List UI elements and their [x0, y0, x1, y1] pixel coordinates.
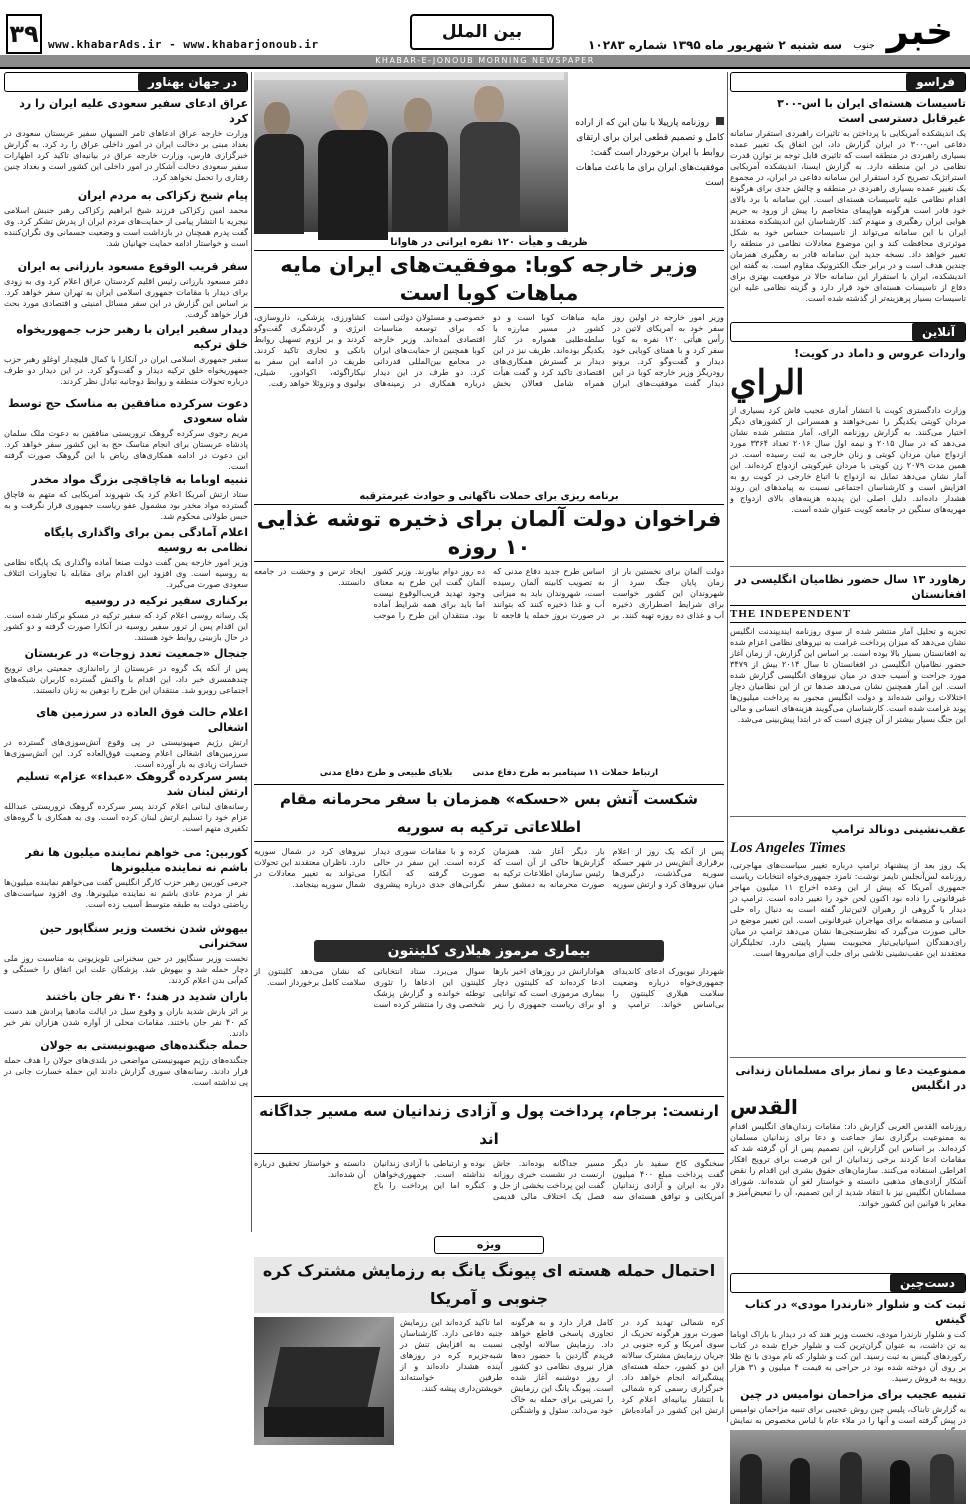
- brief-headline[interactable]: عراق ادعای سفیر سعودی علیه ایران را رد کرد: [19, 97, 248, 125]
- article-body: سخنگوی کاخ سفید بار دیگر گفت پرداخت مبلغ ۴۰۰ میلیون دلار به ایران و آزادی زندانیان آمریکایی و توافق هسته‌ای سه مسیر جداگانه بوده‌اند. جاش ارنست در نشست خبری روزانه گفت این پرداخت بخشی از حل و فصل یک اختلاف مالی قدیمی بوده و ارتباطی با آزادی زندانیان نداشته است. جمهوری‌خواهان کنگره اما این پرداخت را باج دانسته و خواستار تحقیق درباره آن شده‌اند.: [254, 1158, 724, 1201]
- special-photo: [254, 1317, 394, 1445]
- article-body-wrap: [254, 566, 724, 766]
- brief-headline[interactable]: برکناری سفیر ترکیه در روسیه: [84, 594, 248, 607]
- brief-body: پس از آنکه یک گروه در عربستان از راه‌اندازی جمعیتی برای ترویج چندهمسری خبر داد، این اقدام با واکنش گسترده کاربران شبکه‌های اجتماعی روبرو شد. منتقدان این طرح را توهین به زنان دانستند.: [4, 663, 248, 695]
- masthead-rule: [0, 67, 970, 69]
- article-body: کت و شلوار نارندرا مودی، نخست وزیر هند که در دیدار با باراک اوباما به تن داشت، به عنوان گران‌ترین کت و شلوار حراج شده در کتاب رکوردهای گینس به ثبت رسید. این کت و شلوار که نام مودی با نخ طلا بر روی آن دوخته شده بود در حراجی به قیمت ۴ میلیون و ۳۱ هزار روپیه به فروش رسید.: [730, 1329, 966, 1383]
- headline[interactable]: ارنست: برجام، پرداخت پول و آزادی زندانیان سه مسیر جداگانه اند: [254, 1096, 724, 1154]
- section-header-dastchin: [730, 1273, 966, 1293]
- article-body: یک روز بعد از پیشنهاد ترامپ درباره تغییر سیاست‌های مهاجرتی، روزنامه لس‌آنجلس تایمز نوشت: نامزد جمهوری‌خواه انتخابات ریاست جمهوری آمریکا که پیش از این وعده اخراج ۱۱ میلیون مهاجر غیرقانونی را داده بود اکنون لحن خود را تغییر داده است. ترامپ در دیدار با گروهی از رهبران لاتین‌تبار گفته است به دنبال راه حلی انسانی و منصفانه برای مهاجران غیرقانونی است. این تغییر موضع در حالی صورت می‌گیرد که نظرسنجی‌ها نشان می‌دهد ترامپ در میان رای‌دهندگان اسپانیایی‌تبار محبوبیت بسیار پایینی دارد. تحلیلگران معتقدند این عقب‌نشینی تلاشی برای جلب آرای میانه‌روها است.: [730, 860, 966, 958]
- brief-headline[interactable]: بیهوش شدن نخست وزیر سنگاپور حین سخنرانی: [39, 922, 248, 950]
- independent-logo: THE INDEPENDENT: [730, 605, 966, 623]
- subhead: ارتباط حملات ۱۱ سپتامبر به طرح دفاع مدنی: [472, 768, 659, 778]
- brief-headline[interactable]: دیدار سفیر ایران با رهبر حزب جمهوریخواه خلق ترکیه: [16, 323, 248, 351]
- article-body: وزارت دادگستری کویت با انتشار آماری عجیب فاش کرد بسیاری از مردان کویتی یکدیگر را نمی‌خواهند و همسرانی از کشورهای دیگر اختیار می‌کنند. به گزارش روزنامه الرای، آمار منتشر شده نشان می‌دهد که در سال ۲۰۱۵ و نیمه اول سال ۲۰۱۶ تعداد ۳۳۶۴ مورد ازدواج میان مردان کویتی و زنان خارجی به ثبت رسیده است. در همین مدت ۲۰۷۹ زن کویتی با مردان غیرکویتی ازدواج کرده‌اند. این آمار نشان می‌دهد تمایل به ازدواج با اتباع خارجی در کویت رو به افزایش است و کارشناسان اجتماعی نسبت به پیامدهای این روند هشدار داده‌اند. دلیل اصلی این پدیده هزینه‌های بالای ازدواج و مهریه‌های سنگین در جامعه کویت عنوان شده است.: [730, 405, 966, 514]
- headline[interactable]: ممنوعیت دعا و نماز برای مسلمانان زندانی در انگلیس: [735, 1064, 966, 1092]
- brief-body: جرمی کوربین رهبر حزب کارگر انگلیس گفت می‌خواهم نماینده میلیون‌ها نفر از مردم عادی باشم نه نماینده میلیونرها. وی افزود سیاست‌های ریاضتی دولت به طبقه متوسط آسیب زده است.: [4, 877, 248, 909]
- brief-body: یک رسانه روسی اعلام کرد که سفیر ترکیه در مسکو برکنار شده است. این اقدام پس از ترور سفیر روسیه در آنکارا صورت گرفته و دو کشور در حال بازبینی روابط خود هستند.: [4, 610, 248, 642]
- article-body: به گزارش تابناک، پلیس چین روش عجیبی برای تنبیه مزاحمان نوامیس در پیش گرفته است و آنها را در ملاء عام با لباس مخصوص به نمایش: [730, 1404, 966, 1425]
- brief-body: جنگنده‌های رژیم صهیونیستی مواضعی در بلندی‌های جولان را هدف حمله قرار دادند. رسانه‌های سوری گزارش دادند این حمله خسارت جانی در پی نداشته است.: [4, 1055, 248, 1087]
- english-strip: KHABAR-E-JONOUB MORNING NEWSPAPER: [0, 55, 970, 67]
- section-title: بین الملل: [410, 14, 554, 50]
- section-header-online: [730, 322, 966, 342]
- website-urls[interactable]: www.khabarAds.ir - www.khabarjonoub.ir: [48, 38, 319, 51]
- headline[interactable]: واردات عروس و داماد در کویت!: [794, 347, 966, 360]
- brief-body: وزیر امور خارجه یمن گفت دولت صنعا آماده واگذاری یک پایگاه نظامی به روسیه است. وی افزود این اقدام برای مقابله با تجاوزات ائتلاف سعودی صورت می‌گیرد.: [4, 557, 248, 589]
- article-body: یک اندیشکده آمریکایی با پرداختن به تاثیرات راهبردی استقرار سامانه دفاعی اس-۳۰۰ در ایران گزارش داد، این اتفاق یک تغییر عمده بسیاری راهبردی در منطقه است که تاثیری قابل توجه بر توازن قدرت نظامی در این منطقه دارد. به گزارش ایسنا، اندیشکده آمریکایی استراتژیک تصریح کرد استقرار این سامانه دفاعی در ایران، در مجموع یک تغییر عمده بسیاری راهبردی در منطقه و چالش جدی برای هرگونه اقدام نظامی علیه تاسیسات هسته‌ای است. این سامانه با برد بالای خود قادر است هرگونه هواپیمای متخاصم را پیش از ورود به حریم هوایی ایران رهگیری و منهدم کند. کارشناسان این اندیشکده معتقدند ایران با این سامانه می‌تواند از تاسیسات حساس خود به شکل موثرتری محافظت کند و این موضوع معادلات نظامی در منطقه را تغییر خواهد داد. نسخه جدید این سامانه قادر به رهگیری همزمان چندین هدف است و در برابر جنگ الکترونیک مقاوم است. به گفته این اندیشکده، ایران با استقرار این سامانه حالا در موقعیت بهتری برای دفاع از تاسیسات هسته‌ای خود قرار دارد و گزینه نظامی علیه این تاسیسات بسیار پرهزینه‌تر از گذشته شده است.: [730, 128, 967, 303]
- left-column: [4, 72, 248, 1422]
- alrai-logo: الراي: [730, 363, 805, 403]
- article-body: وزیر امور خارجه در اولین روز سفر خود به آمریکای لاتین در رأس هیأتی ۱۲۰ نفره به کوبا سفر کرد و با همتای کوبایی خود دیدار و گفت‌وگو کرد. برونو رودریگز وزیر خارجه کوبا در این دیدار گفت موفقیت‌های ایران مایه مباهات کوبا است و دو کشور در مسیر مبارزه با سلطه‌طلبی همواره در کنار یکدیگر بوده‌اند. ظریف نیز در این دیدار بر گسترش همکاری‌های اقتصادی تاکید کرد و گفت هیأت همراه شامل فعالان بخش خصوصی و مسئولان دولتی است که برای توسعه مناسبات اقتصادی آمده‌اند. وزیر خارجه کوبا همچنین از حمایت‌های ایران در مجامع بین‌المللی قدردانی کرد. دو طرف در این دیدار درباره همکاری در زمینه‌های کشاورزی، پزشکی، داروسازی، انرژی و گردشگری گفت‌وگو کردند و بر لزوم تسهیل روابط بانکی و تجاری تاکید کردند. ظریف در ادامه این سفر به نیکاراگوئه، اکوادور، شیلی، بولیوی و ونزوئلا خواهد رفت.: [254, 312, 724, 388]
- headline[interactable]: عقب‌نشینی دونالد ترامپ: [831, 823, 966, 836]
- headline[interactable]: رهاورد ۱۳ سال حضور نظامیان انگلیسی در افغانستان: [734, 573, 966, 601]
- section-header-farasoo: [730, 72, 966, 92]
- brief-body: مریم رجوی سرکرده گروهک تروریستی منافقین به دعوت ملک سلمان پادشاه عربستان برای انجام مناسک حج به این کشور سفر خواهد کرد. این دعوت در ادامه همکاری‌های ریاض با این گروهک صورت گرفته است.: [4, 428, 248, 471]
- headline[interactable]: تاسیسات هسته‌ای ایران با اس-۳۰۰ غیرقابل دسترسی است: [777, 97, 966, 125]
- brief-body: وزارت خارجه عراق ادعاهای ثامر السبهان سفیر عربستان سعودی در بغداد مبنی بر دخالت ایران در امور داخلی عراق را رد کرد. به گزارش خبرگزاری فارس، وزارت خارجه عراق در بیانیه‌ای تاکید کرد اظهارات سفیر سعودی دخالت آشکار در امور داخلی این کشور است و بغداد چنین رفتاری را تحمل نخواهد کرد.: [4, 128, 248, 182]
- headline[interactable]: فراخوان دولت آلمان برای ذخیره توشه غذایی ۱۰ روزه: [254, 504, 724, 562]
- photo-caption-box: [574, 72, 724, 232]
- section-label: در جهان بهناور: [138, 73, 247, 91]
- brief-headline[interactable]: جنجال «جمعیت تعدد زوجات» در عربستان: [24, 647, 248, 660]
- section-label: آنلاین: [912, 323, 965, 341]
- special-label: ویژه: [434, 1236, 544, 1254]
- brief-headline[interactable]: حمله جنگنده‌های صهیونیستی به جولان: [40, 1039, 248, 1052]
- brief-headline[interactable]: تنبیه اوباما به قاچاقچی بزرگ مواد مخدر: [31, 473, 248, 486]
- divider: [730, 816, 966, 817]
- article-kicker: ظریف و هیأت ۱۲۰ نفره ایرانی در هاوانا: [390, 237, 588, 248]
- newspaper-logo: [850, 4, 962, 54]
- lead-photo-row: [254, 72, 724, 232]
- article-kicker: برنامه ریزی برای حملات ناگهانی و حوادث غیرمترقبه: [359, 491, 619, 502]
- divider: [730, 566, 966, 567]
- subheads-row: [254, 768, 724, 778]
- section-label: فراسو: [906, 73, 965, 91]
- headline[interactable]: احتمال حمله هسته ای پیونگ یانگ به رزمایش مشترک کره جنوبی و آمریکا: [262, 1261, 716, 1308]
- brief-body: سفیر جمهوری اسلامی ایران در آنکارا با کمال قلیچدار اوغلو رهبر حزب جمهوریخواه خلق ترکیه دیدار و گفت‌وگو کرد. در این دیدار دو طرف درباره تحولات منطقه و روابط دوجانبه تبادل نظر کردند.: [4, 354, 248, 386]
- section-header-world: [4, 72, 248, 92]
- right-column: [730, 72, 967, 1425]
- subhead: بلایای طبیعی و طرح دفاع مدنی: [319, 768, 453, 778]
- middle-column: [254, 72, 724, 1232]
- brief-body: نخست وزیر سنگاپور در حین سخنرانی تلویزیونی به مناسبت روز ملی دچار حمله شد و بیهوش شد. پزشکان علت این اتفاق را خستگی و کم‌آبی بدن اعلام کردند.: [4, 953, 248, 985]
- article-body: دولت آلمان برای نخستین بار از زمان پایان جنگ سرد از شهروندان این کشور خواست برای شرایط اضطراری ذخیره آب و غذای ده روزه تهیه کنند. بر اساس طرح جدید دفاع مدنی که به تصویب کابینه آلمان رسیده است، شهروندان باید به میزانی آب و غذا ذخیره کنند که بتوانند در صورت بروز حمله یا فاجعه تا ده روز دوام بیاورند. وزیر کشور آلمان گفت این طرح به معنای وجود تهدید قریب‌الوقوع نیست اما باید برای همه شرایط آماده بود. منتقدان این طرح را موجب ایجاد ترس و وحشت در جامعه دانستند.: [254, 566, 724, 620]
- lead-photo: [254, 72, 568, 232]
- alquds-logo: القدس: [730, 1095, 798, 1119]
- brief-headline[interactable]: سفر قریب الوقوع مسعود بارزانی به ایران: [17, 260, 248, 273]
- brief-body: بر اثر بارش شدید باران و وقوع سیل در ایالت مادهیا پرادش هند دست کم ۴۰ نفر جان باختند. مقامات محلی از آواره شدن هزاران نفر خبر دادند.: [4, 1006, 248, 1038]
- brief-headline[interactable]: پسر سرکرده گروهک «عبداء» عزام» تسلیم ارتش لبنان شد: [16, 770, 248, 798]
- page-number: ۳۹: [6, 14, 42, 54]
- article-body: شهردار نیویورک ادعای کاندیدای جمهوری‌خواه درباره وضعیت سلامت هیلاری کلینتون را بی‌اساس خواند. ترامپ و هوادارانش در روزهای اخیر بارها ادعا کرده‌اند که کلینتون دچار بیماری مرموزی است که توانایی او برای ریاست جمهوری را زیر سوال می‌برد. ستاد انتخاباتی کلینتون این ادعاها را تئوری توطئه خوانده و گزارش پزشک شخصی وی را منتشر کرده است که نشان می‌دهد کلینتون از سلامت کامل برخوردار است.: [254, 966, 724, 1009]
- section-banner: بیماری مرموز هیلاری کلینتون: [314, 940, 664, 962]
- brief-headline[interactable]: پیام شیخ زکزاکی به مردم ایران: [77, 189, 248, 202]
- headline[interactable]: تنبیه عجیب برای مزاحمان نوامیس در چین: [740, 1388, 966, 1401]
- logo-graphic: [850, 4, 962, 54]
- column-divider-left: [251, 72, 252, 1232]
- section-label: دست‌چین: [890, 1274, 965, 1292]
- brief-headline[interactable]: کوربین: می خواهم نماینده میلیون ها نفر باشم نه نماینده میلیونرها: [25, 846, 248, 874]
- brief-headline[interactable]: اعلام آمادگی بمن برای واگذاری پایگاه نظامی به روسیه: [44, 526, 248, 554]
- brief-headline[interactable]: باران شدید در هند؛ ۴۰ نفر جان باختند: [45, 990, 248, 1003]
- article-body: پس از آنکه یک روز از اعلام برقراری آتش‌بس در شهر حسکه سوریه می‌گذشت، درگیری‌ها میان نیروهای کرد و ارتش سوریه بار دیگر آغاز شد. همزمان گزارش‌ها حاکی از آن است که رئیس سازمان اطلاعات ترکیه به صورت محرمانه به دمشق سفر کرده و با مقامات سوری دیدار کرده است. این سفر در حالی صورت گرفته که آنکارا نگرانی‌های جدی درباره پیشروی نیروهای کرد در شمال سوریه دارد. ناظران معتقدند این تحولات می‌تواند به تغییر معادلات در شمال سوریه بینجامد.: [254, 846, 724, 889]
- logo-text: خبر: [886, 9, 954, 53]
- article-body: تجزیه و تحلیل آمار منتشر شده از سوی روزنامه ایندیپندنت انگلیس نشان می‌دهد که میزان پرداخت غرامت به نیروهای نظامی اعزام شده به افغانستان بسیار بالا بوده است. بر اساس این گزارش، از زمان آغاز حضور نظامیان انگلیسی در افغانستان تا سال ۲۰۱۴ بیش از ۳۴۷۹ مورد جراحت و آسیب جدی در میان نیروهای انگلیسی گزارش شده است. این آمار همچنین نشان می‌دهد صدها تن از این نظامیان دچار اختلالات روانی شده‌اند و دولت انگلیس مجبور به پرداخت میلیون‌ها پوند غرامت شده است. کارشناسان می‌گویند هزینه‌های انسانی و مالی این جنگ بسیار بیشتر از آن چیزی است که در ابتدا پیش‌بینی می‌شد.: [730, 626, 966, 724]
- la-times-logo: Los Angeles Times: [730, 840, 846, 856]
- brief-headline[interactable]: اعلام حالت فوق العاده در سرزمین های اشغالی: [36, 706, 248, 734]
- article-body: کره شمالی تهدید کرد در صورت بروز هرگونه تحریک از سوی آمریکا و کره جنوبی در جریان رزمایش مشترک سالانه این دو کشور، حمله هسته‌ای پیشگیرانه انجام خواهد داد. خبرگزاری رسمی کره شمالی با انتشار بیانیه‌ای اعلام کرد ارتش این کشور در آماده‌باش کامل قرار دارد و به هرگونه تجاوزی پاسخی قاطع خواهد داد. رزمایش سالانه اولچی فریدم گاردین با حضور ده‌ها هزار نیروی نظامی دو کشور از روز دوشنبه آغاز شده است. پیونگ یانگ این رزمایش را تمرینی برای حمله به خاک خود می‌داند. سئول و واشنگتن اما تاکید کرده‌اند این رزمایش جنبه دفاعی دارد. کارشناسان نسبت به افزایش تنش در شبه‌جزیره کره در روزهای آینده هشدار داده‌اند و از طرفین خواسته‌اند خویشتن‌داری پیشه کنند.: [400, 1317, 724, 1415]
- masthead: [0, 0, 970, 65]
- brief-headline[interactable]: دعوت سرکرده منافقین به مناسک حج توسط شاه سعودی: [8, 397, 248, 425]
- brief-body: ستاد ارتش آمریکا اعلام کرد یک شهروند آمریکایی که متهم به قاچاق گسترده مواد مخدر بود مشمول عفو ریاست جمهوری قرار نگرفت و به حبس طولانی محکوم شد.: [4, 489, 248, 521]
- special-headline-box: [254, 1257, 724, 1313]
- special-label-row: [254, 1236, 724, 1254]
- logo-sub: جنوب: [853, 41, 875, 51]
- bottom-special: [254, 1236, 724, 1422]
- lead-headline[interactable]: وزیر خارجه کوبا: موفقیت‌های ایران مایه مباهات کوبا است: [254, 250, 724, 308]
- photo-caption: روزنامه پارپیلا با بیان این که از اراده کامل و تصمیم قطعی ایران برای ارتقای روابط با ایران برخوردار است گفت: موفقیت‌های ایران برای ما باعث مباهات است: [575, 118, 724, 188]
- date-issue: سه شنبه ۲ شهریور ماه ۱۳۹۵ شماره ۱۰۲۸۳: [588, 38, 842, 52]
- divider: [730, 1057, 966, 1058]
- brief-body: دفتر مسعود بارزانی رئیس اقلیم کردستان عراق اعلام کرد وی به زودی برای دیدار با مقامات جمهوری اسلامی ایران به تهران سفر خواهد کرد. بر اساس این گزارش در این سفر مسائل امنیتی و اقتصادی مورد بحث قرار خواهد گرفت.: [4, 276, 248, 319]
- news-brief-list: [4, 96, 248, 1093]
- special-body-row: [254, 1317, 724, 1445]
- article-body: روزنامه القدس العربی گزارش داد: مقامات زندان‌های انگلیس اقدام به ممنوعیت برگزاری نماز جماعت و دعا برای زندانیان مسلمان کرده‌اند. بر اساس این گزارش، این تصمیم پس از آن گرفته شد که مقامات ادعا کردند برخی زندانیان از این فرصت برای ترویج افکار افراطی استفاده می‌کنند. سازمان‌های حقوق بشری این اقدام را نقض آشکار آزادی‌های مذهبی دانسته و خواستار لغو آن شده‌اند. شورای مسلمانان انگلیس نیز با انتقاد شدید از این تصمیم، آن را تبعیض‌آمیز و مغایر با قوانین این کشور خواند.: [730, 1121, 966, 1208]
- column-divider-right: [727, 72, 728, 1422]
- china-photo: [730, 1430, 966, 1504]
- headline[interactable]: ثبت کت و شلوار «نارندرا مودی» در کتاب گینس: [744, 1298, 966, 1326]
- headline[interactable]: شکست آتش بس «حسکه» همزمان با سفر محرمانه مقام اطلاعاتی ترکیه به سوریه: [254, 784, 724, 842]
- brief-body: رسانه‌های لبنانی اعلام کردند پسر سرکرده گروهک تروریستی عبدالله عزام خود را تسلیم ارتش لبنان کرده است. وی به همکاری با گروه‌های تکفیری متهم است.: [4, 801, 248, 833]
- brief-body: ارتش رژیم صهیونیستی در پی وقوع آتش‌سوزی‌های گسترده در سرزمین‌های اشغالی اعلام وضعیت فوق‌العاده کرد. این آتش‌سوزی‌ها خسارات زیادی به بار آورده است.: [4, 737, 248, 769]
- brief-body: محمد امین زکزاکی فرزند شیخ ابراهیم زکزاکی رهبر جنبش اسلامی نیجریه با انتشار پیامی از حمایت‌های مردم ایران از پدرش تشکر کرد. وی گفت پدرم همچنان در بازداشت است و وضعیت جسمانی وی نگران‌کننده است و خواستار ادامه حمایت جهانیان شد.: [4, 205, 248, 248]
